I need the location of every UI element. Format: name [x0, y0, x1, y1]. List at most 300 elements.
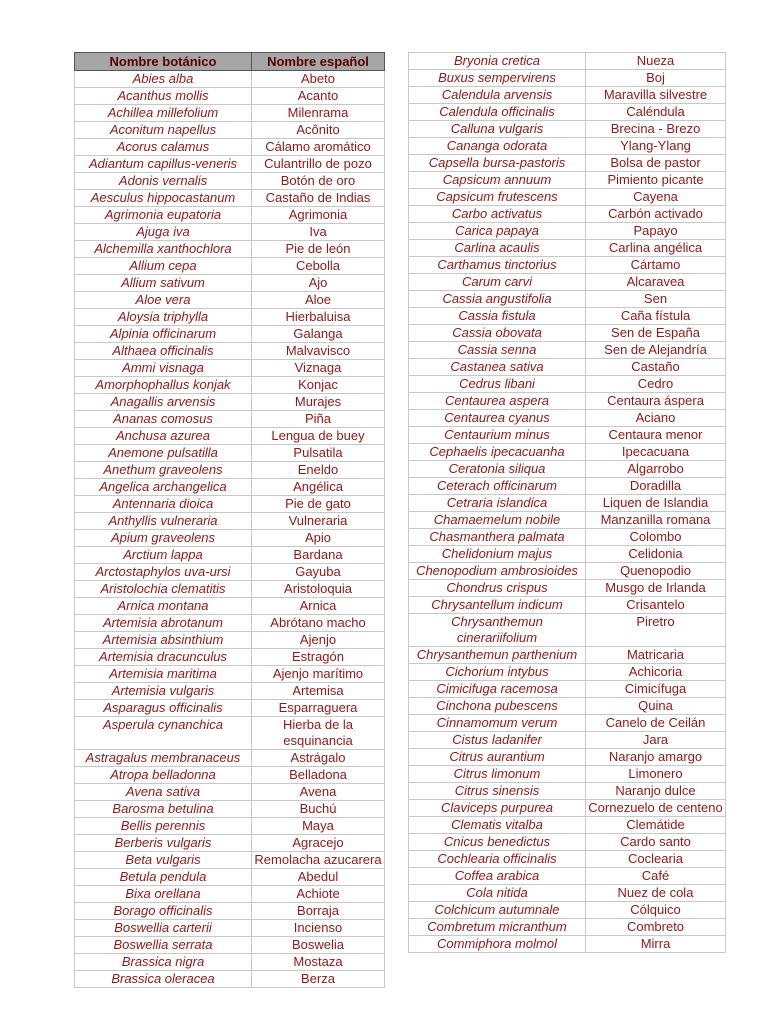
botanical-name-cell: Cichorium intybus: [409, 664, 586, 681]
botanical-name-cell: Anthyllis vulneraria: [75, 513, 252, 530]
botanical-name-cell: Acanthus mollis: [75, 88, 252, 105]
table-row: [75, 139, 385, 156]
botanical-name-cell: Capsicum frutescens: [409, 189, 586, 206]
table-row: [409, 53, 726, 70]
table-row: [75, 767, 385, 784]
spanish-name-cell: Cólquico: [586, 902, 726, 919]
table-row: [409, 87, 726, 104]
table-row: [75, 937, 385, 954]
table-row: [75, 717, 385, 750]
botanical-name-cell: Carbo activatus: [409, 206, 586, 223]
botanical-name-cell: Aloysia triphylla: [75, 309, 252, 326]
table-row: [409, 902, 726, 919]
botanical-name-cell: Allium sativum: [75, 275, 252, 292]
spanish-name-cell: Sen: [586, 291, 726, 308]
spanish-name-cell: Crisantelo: [586, 597, 726, 614]
table-row: [75, 852, 385, 869]
left-table-body: [75, 71, 385, 988]
spanish-name-cell: Papayo: [586, 223, 726, 240]
spanish-name-cell: Nueza: [586, 53, 726, 70]
table-row: [409, 291, 726, 308]
table-row: [409, 155, 726, 172]
spanish-name-cell: Caléndula: [586, 104, 726, 121]
botanical-name-cell: Brassica oleracea: [75, 971, 252, 988]
table-row: [75, 428, 385, 445]
botanical-name-cell: Chondrus crispus: [409, 580, 586, 597]
table-row: [75, 835, 385, 852]
botanical-name-cell: Arctium lappa: [75, 547, 252, 564]
botanical-name-cell: Astragalus membranaceus: [75, 750, 252, 767]
table-row: [75, 258, 385, 275]
botanical-name-cell: Capsella bursa-pastoris: [409, 155, 586, 172]
botanical-name-cell: Atropa belladonna: [75, 767, 252, 784]
botanical-name-cell: Citrus aurantium: [409, 749, 586, 766]
botanical-name-cell: Cnicus benedictus: [409, 834, 586, 851]
table-row: [75, 700, 385, 717]
botanical-name-cell: Colchicum autumnale: [409, 902, 586, 919]
botanical-name-cell: Chenopodium ambrosioides: [409, 563, 586, 580]
table-row: [75, 903, 385, 920]
spanish-name-cell: Cálamo aromático: [252, 139, 385, 156]
spanish-name-cell: Centaura áspera: [586, 393, 726, 410]
botanical-name-cell: Aloe vera: [75, 292, 252, 309]
spanish-name-cell: Acônito: [252, 122, 385, 139]
spanish-name-cell: Maravilla silvestre: [586, 87, 726, 104]
spanish-name-cell: Cornezuelo de centeno: [586, 800, 726, 817]
table-row: [75, 377, 385, 394]
botanical-name-cell: Ananas comosus: [75, 411, 252, 428]
botanical-name-cell: Allium cepa: [75, 258, 252, 275]
table-row: [75, 224, 385, 241]
botanical-name-cell: Alpinia officinarum: [75, 326, 252, 343]
table-row: [409, 444, 726, 461]
spanish-name-cell: Agracejo: [252, 835, 385, 852]
table-row: [75, 564, 385, 581]
table-row: [75, 818, 385, 835]
table-row: [409, 732, 726, 749]
botanical-name-cell: Cassia obovata: [409, 325, 586, 342]
table-row: [409, 597, 726, 614]
botanical-name-cell: Aesculus hippocastanum: [75, 190, 252, 207]
spanish-name-cell: Agrimonia: [252, 207, 385, 224]
spanish-name-cell: Doradilla: [586, 478, 726, 495]
table-row: [75, 784, 385, 801]
botanical-name-cell: Carlina acaulis: [409, 240, 586, 257]
botanical-name-cell: Commiphora molmol: [409, 936, 586, 953]
table-row: [75, 394, 385, 411]
spanish-name-cell: Pulsatila: [252, 445, 385, 462]
table-row: [75, 954, 385, 971]
spanish-name-cell: Viznaga: [252, 360, 385, 377]
table-row: [409, 546, 726, 563]
botanical-name-cell: Cassia angustifolia: [409, 291, 586, 308]
spanish-name-cell: Piña: [252, 411, 385, 428]
botanical-name-cell: Anagallis arvensis: [75, 394, 252, 411]
table-row: [75, 326, 385, 343]
botanical-name-cell: Chrysantellum indicum: [409, 597, 586, 614]
spanish-name-cell: Avena: [252, 784, 385, 801]
right-table-body: [409, 53, 726, 953]
spanish-name-cell: Aloe: [252, 292, 385, 309]
botanical-name-cell: Carthamus tinctorius: [409, 257, 586, 274]
spanish-name-cell: Cártamo: [586, 257, 726, 274]
table-row: [409, 274, 726, 291]
botanical-name-cell: Anchusa azurea: [75, 428, 252, 445]
botanical-name-cell: Coffea arabica: [409, 868, 586, 885]
botanical-name-cell: Brassica nigra: [75, 954, 252, 971]
table-row: [409, 308, 726, 325]
table-row: [409, 919, 726, 936]
botanical-name-cell: Castanea sativa: [409, 359, 586, 376]
spanish-name-cell: Esparraguera: [252, 700, 385, 717]
spanish-name-cell: Combreto: [586, 919, 726, 936]
botanical-name-cell: Abies alba: [75, 71, 252, 88]
table-row: [409, 478, 726, 495]
table-row: [75, 479, 385, 496]
botanical-name-cell: Clematis vitalba: [409, 817, 586, 834]
botanical-name-cell: Cistus ladanifer: [409, 732, 586, 749]
spanish-name-cell: Alcaravea: [586, 274, 726, 291]
table-row: [409, 563, 726, 580]
botanical-name-cell: Bryonia cretica: [409, 53, 586, 70]
spanish-name-cell: Galanga: [252, 326, 385, 343]
botanical-name-cell: Althaea officinalis: [75, 343, 252, 360]
botanical-name-cell: Citrus limonum: [409, 766, 586, 783]
table-row: [409, 681, 726, 698]
table-row: [409, 614, 726, 647]
botanical-name-cell: Arnica montana: [75, 598, 252, 615]
table-row: [75, 156, 385, 173]
spanish-name-cell: Coclearia: [586, 851, 726, 868]
spanish-name-cell: Achicoria: [586, 664, 726, 681]
botanical-name-cell: Aconitum napellus: [75, 122, 252, 139]
table-row: [409, 800, 726, 817]
table-row: [409, 783, 726, 800]
spanish-name-cell: Buchú: [252, 801, 385, 818]
botanical-name-cell: Capsicum annuum: [409, 172, 586, 189]
table-row: [75, 632, 385, 649]
table-row: [75, 649, 385, 666]
table-row: [75, 275, 385, 292]
botanical-name-cell: Amorphophallus konjak: [75, 377, 252, 394]
table-row: [409, 70, 726, 87]
botanical-name-cell: Alchemilla xanthochlora: [75, 241, 252, 258]
botanical-name-cell: Calluna vulgaris: [409, 121, 586, 138]
table-row: [409, 172, 726, 189]
table-row: [409, 427, 726, 444]
table-row: [409, 223, 726, 240]
spanish-name-cell: Arnica: [252, 598, 385, 615]
spanish-name-cell: Berza: [252, 971, 385, 988]
table-row: [409, 189, 726, 206]
spanish-name-cell: Canelo de Ceilán: [586, 715, 726, 732]
spanish-name-cell: Sen de España: [586, 325, 726, 342]
botanical-name-cell: Chrysanthemun cinerariifolium: [409, 614, 586, 647]
botanical-name-cell: Ajuga iva: [75, 224, 252, 241]
table-row: [409, 410, 726, 427]
table-row: [409, 698, 726, 715]
table-row: [75, 292, 385, 309]
botanical-name-cell: Anemone pulsatilla: [75, 445, 252, 462]
botanical-name-cell: Chasmanthera palmata: [409, 529, 586, 546]
botanical-name-cell: Citrus sinensis: [409, 783, 586, 800]
spanish-name-cell: Algarrobo: [586, 461, 726, 478]
table-row: [75, 445, 385, 462]
spanish-name-cell: Artemisa: [252, 683, 385, 700]
botanical-name-cell: Agrimonia eupatoria: [75, 207, 252, 224]
botanical-name-cell: Claviceps purpurea: [409, 800, 586, 817]
botanical-name-cell: Bellis perennis: [75, 818, 252, 835]
table-row: [75, 105, 385, 122]
spanish-name-cell: Apio: [252, 530, 385, 547]
spanish-name-cell: Remolacha azucarera: [252, 852, 385, 869]
table-row: [409, 834, 726, 851]
table-row: [75, 683, 385, 700]
spanish-name-cell: Hierba de la esquinancia: [252, 717, 385, 750]
table-row: [75, 173, 385, 190]
botanical-name-cell: Cetraria islandica: [409, 495, 586, 512]
table-row: [409, 817, 726, 834]
table-row: [409, 936, 726, 953]
botanical-name-cell: Chelidonium majus: [409, 546, 586, 563]
spanish-name-cell: Boj: [586, 70, 726, 87]
botanical-name-cell: Antennaria dioica: [75, 496, 252, 513]
botanical-name-cell: Barosma betulina: [75, 801, 252, 818]
botanical-name-cell: Acorus calamus: [75, 139, 252, 156]
spanish-name-cell: Boswelia: [252, 937, 385, 954]
spanish-name-cell: Mostaza: [252, 954, 385, 971]
botanical-name-cell: Combretum micranthum: [409, 919, 586, 936]
spanish-name-cell: Cedro: [586, 376, 726, 393]
spanish-name-cell: Ylang-Ylang: [586, 138, 726, 155]
table-row: [75, 309, 385, 326]
table-row: [409, 104, 726, 121]
spanish-name-cell: Caña fístula: [586, 308, 726, 325]
botanical-name-cell: Cephaelis ipecacuanha: [409, 444, 586, 461]
spanish-name-cell: Piretro: [586, 614, 726, 647]
botanical-name-cell: Boswellia carterii: [75, 920, 252, 937]
botanical-name-cell: Adiantum capillus-veneris: [75, 156, 252, 173]
table-row: [409, 647, 726, 664]
header-row: [75, 53, 385, 71]
spanish-name-cell: Quina: [586, 698, 726, 715]
spanish-name-cell: Celidonia: [586, 546, 726, 563]
table-row: [409, 376, 726, 393]
spanish-name-cell: Musgo de Irlanda: [586, 580, 726, 597]
table-row: [75, 666, 385, 683]
spanish-name-cell: Colombo: [586, 529, 726, 546]
botanical-name-cell: Borago officinalis: [75, 903, 252, 920]
spanish-name-cell: Bardana: [252, 547, 385, 564]
spanish-name-cell: Manzanilla romana: [586, 512, 726, 529]
table-row: [75, 88, 385, 105]
table-row: [409, 342, 726, 359]
spanish-name-cell: Pie de león: [252, 241, 385, 258]
spanish-name-cell: Hierbaluisa: [252, 309, 385, 326]
table-row: [409, 529, 726, 546]
spanish-name-cell: Bolsa de pastor: [586, 155, 726, 172]
spanish-name-cell: Maya: [252, 818, 385, 835]
spanish-name-cell: Carbón activado: [586, 206, 726, 223]
botanical-name-cell: Cananga odorata: [409, 138, 586, 155]
spanish-name-cell: Konjac: [252, 377, 385, 394]
table-row: [409, 885, 726, 902]
spanish-name-cell: Aristoloquia: [252, 581, 385, 598]
table-row: [75, 343, 385, 360]
botanical-name-cell: Calendula officinalis: [409, 104, 586, 121]
table-row: [75, 750, 385, 767]
table-row: [409, 512, 726, 529]
botanical-name-cell: Cedrus libani: [409, 376, 586, 393]
spanish-name-cell: Abeto: [252, 71, 385, 88]
table-row: [75, 530, 385, 547]
botanical-name-cell: Artemisia vulgaris: [75, 683, 252, 700]
table-row: [75, 241, 385, 258]
botanical-name-cell: Cochlearia officinalis: [409, 851, 586, 868]
table-row: [409, 461, 726, 478]
table-row: [75, 598, 385, 615]
spanish-name-cell: Lengua de buey: [252, 428, 385, 445]
table-row: [75, 615, 385, 632]
botanical-name-cell: Artemisia dracunculus: [75, 649, 252, 666]
spanish-name-cell: Castaño de Indias: [252, 190, 385, 207]
spanish-name-cell: Eneldo: [252, 462, 385, 479]
spanish-name-cell: Quenopodio: [586, 563, 726, 580]
botanical-name-cell: Ceterach officinarum: [409, 478, 586, 495]
table-row: [409, 206, 726, 223]
botanical-name-cell: Bixa orellana: [75, 886, 252, 903]
botanical-name-cell: Achillea millefolium: [75, 105, 252, 122]
table-row: [409, 766, 726, 783]
spanish-name-cell: Clemátide: [586, 817, 726, 834]
table-row: [409, 240, 726, 257]
botanical-name-cell: Anethum graveolens: [75, 462, 252, 479]
spanish-name-cell: Nuez de cola: [586, 885, 726, 902]
spanish-name-cell: Sen de Alejandría: [586, 342, 726, 359]
botanical-name-cell: Cinchona pubescens: [409, 698, 586, 715]
spanish-name-cell: Malvavisco: [252, 343, 385, 360]
table-row: [409, 138, 726, 155]
botanical-name-cell: Cimicifuga racemosa: [409, 681, 586, 698]
table-row: [75, 411, 385, 428]
spanish-name-cell: Abrótano macho: [252, 615, 385, 632]
table-row: [409, 851, 726, 868]
table-row: [75, 207, 385, 224]
botanical-name-cell: Aristolochia clematitis: [75, 581, 252, 598]
spanish-name-cell: Pimiento picante: [586, 172, 726, 189]
spanish-name-cell: Milenrama: [252, 105, 385, 122]
botanical-name-cell: Ceratonia siliqua: [409, 461, 586, 478]
table-row: [75, 920, 385, 937]
botanical-name-cell: Carum carvi: [409, 274, 586, 291]
header-spanish-name: Nombre español: [252, 53, 385, 71]
table-row: [409, 359, 726, 376]
table-row: [409, 393, 726, 410]
spanish-name-cell: Iva: [252, 224, 385, 241]
botanical-name-cell: Angelica archangelica: [75, 479, 252, 496]
table-row: [409, 121, 726, 138]
spanish-name-cell: Mirra: [586, 936, 726, 953]
botanical-name-cell: Centaurea aspera: [409, 393, 586, 410]
spanish-name-cell: Achiote: [252, 886, 385, 903]
spanish-name-cell: Botón de oro: [252, 173, 385, 190]
table-row: [75, 122, 385, 139]
spanish-name-cell: Belladona: [252, 767, 385, 784]
table-row: [75, 360, 385, 377]
botanical-name-cell: Artemisia maritima: [75, 666, 252, 683]
spanish-name-cell: Abedul: [252, 869, 385, 886]
botanical-name-cell: Centaurea cyanus: [409, 410, 586, 427]
botanical-name-cell: Asperula cynanchica: [75, 717, 252, 750]
spanish-name-cell: Café: [586, 868, 726, 885]
botanical-name-cell: Adonis vernalis: [75, 173, 252, 190]
botanical-name-cell: Betula pendula: [75, 869, 252, 886]
table-row: [409, 580, 726, 597]
spanish-name-cell: Pie de gato: [252, 496, 385, 513]
botanical-name-cell: Artemisia absinthium: [75, 632, 252, 649]
spanish-name-cell: Naranjo amargo: [586, 749, 726, 766]
spanish-name-cell: Castaño: [586, 359, 726, 376]
spanish-name-cell: Astrágalo: [252, 750, 385, 767]
botanical-name-cell: Arctostaphylos uva-ursi: [75, 564, 252, 581]
spanish-name-cell: Brecina - Brezo: [586, 121, 726, 138]
spanish-name-cell: Liquen de Islandia: [586, 495, 726, 512]
botanical-name-cell: Cassia senna: [409, 342, 586, 359]
botanical-name-cell: Berberis vulgaris: [75, 835, 252, 852]
header-botanical-name: Nombre botánico: [75, 53, 252, 71]
right-plant-table: [408, 52, 726, 953]
spanish-name-cell: Incienso: [252, 920, 385, 937]
spanish-name-cell: Murajes: [252, 394, 385, 411]
botanical-name-cell: Avena sativa: [75, 784, 252, 801]
spanish-name-cell: Ipecacuana: [586, 444, 726, 461]
table-row: [409, 495, 726, 512]
table-row: [75, 71, 385, 88]
spanish-name-cell: Estragón: [252, 649, 385, 666]
botanical-name-cell: Chrysanthemun parthenium: [409, 647, 586, 664]
spanish-name-cell: Aciano: [586, 410, 726, 427]
spanish-name-cell: Centaura menor: [586, 427, 726, 444]
table-row: [409, 715, 726, 732]
table-row: [75, 190, 385, 207]
spanish-name-cell: Borraja: [252, 903, 385, 920]
spanish-name-cell: Vulneraria: [252, 513, 385, 530]
table-row: [75, 801, 385, 818]
botanical-name-cell: Cola nitida: [409, 885, 586, 902]
spanish-name-cell: Cayena: [586, 189, 726, 206]
table-row: [409, 664, 726, 681]
spanish-name-cell: Limonero: [586, 766, 726, 783]
spanish-name-cell: Cebolla: [252, 258, 385, 275]
spanish-name-cell: Jara: [586, 732, 726, 749]
botanical-name-cell: Chamaemelum nobile: [409, 512, 586, 529]
table-row: [75, 496, 385, 513]
botanical-name-cell: Beta vulgaris: [75, 852, 252, 869]
table-row: [409, 749, 726, 766]
botanical-name-cell: Buxus sempervirens: [409, 70, 586, 87]
spanish-name-cell: Gayuba: [252, 564, 385, 581]
table-row: [75, 462, 385, 479]
table-row: [409, 257, 726, 274]
botanical-name-cell: Cassia fistula: [409, 308, 586, 325]
table-row: [75, 971, 385, 988]
botanical-name-cell: Apium graveolens: [75, 530, 252, 547]
spanish-name-cell: Angélica: [252, 479, 385, 496]
table-row: [75, 886, 385, 903]
botanical-name-cell: Carica papaya: [409, 223, 586, 240]
table-row: [75, 547, 385, 564]
spanish-name-cell: Ajo: [252, 275, 385, 292]
